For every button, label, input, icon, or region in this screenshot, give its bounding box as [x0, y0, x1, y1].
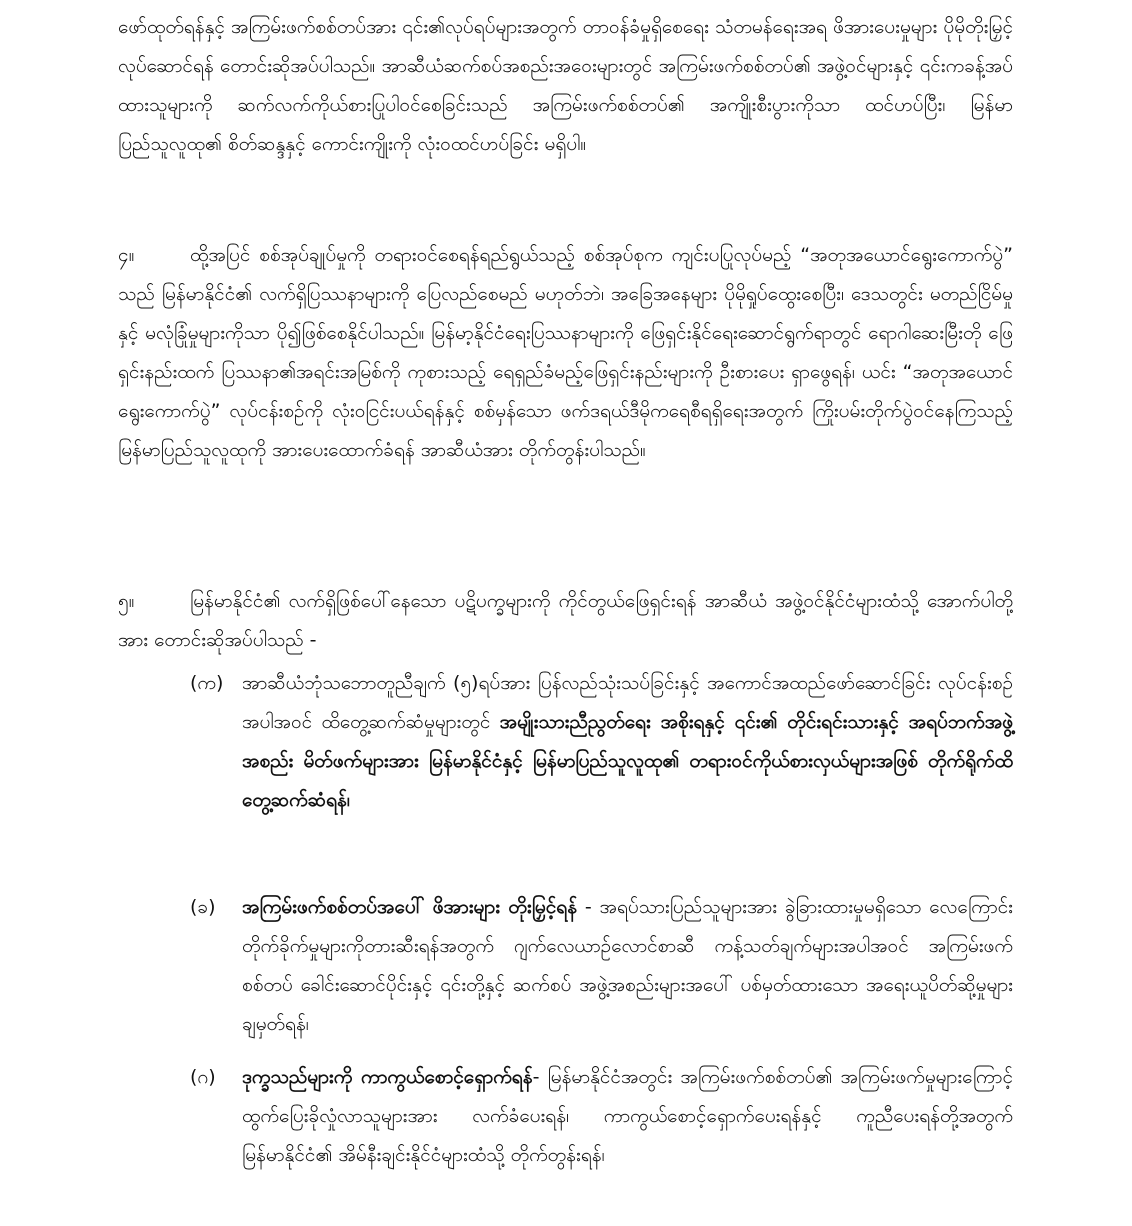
list-item-text: အာဆီယံဘုံသဘောတူညီချက် (၅)ရပ်အား ပြန်လည်သုံးသပ်ခြင်းနှင့် အကောင်အထည်ဖော်ဆောင်ခြင်း လုပ်ငန်းစဉ်အပါအဝင် ထိတွေ့ဆက်ဆံမှုများတွင် — [242, 672, 1013, 733]
list-marker: (ဂ) — [190, 1066, 216, 1088]
list-item-body — [242, 664, 1013, 820]
list-item-bold-text: အမျိုးသားညီညွတ်ရေး အစိုးရနှင့် ၎င်း၏ တိုင်းရင်းသားနှင့် အရပ်ဘက်အဖွဲ့အစည်း မိတ်ဖက်များအား မြန်မာနိုင်ငံနှင့် မြန်မာပြည်သူလူထု၏ တရားဝင်ကိုယ်စားလှယ်များအဖြစ် တိုက်ရိုက်ထိတွေ့ဆက်ဆံရန်၊ — [242, 711, 1013, 811]
list-item — [190, 888, 1013, 1044]
paragraph-5 — [118, 582, 1013, 660]
list-item-body — [242, 1058, 1013, 1175]
list-item-heading: အကြမ်းဖက်စစ်တပ်အပေါ် ဖိအားများ တိုးမြှင့်ရန် — [242, 896, 578, 918]
paragraph-4 — [118, 236, 1013, 470]
list-item-body — [242, 888, 1013, 1044]
list-item — [190, 664, 1013, 820]
list-item-text: - အရပ်သားပြည်သူများအား ခွဲခြားထားမှုမရှိသော လေကြောင်းတိုက်ခိုက်မှုများကိုတားဆီးရန်အတွက် ဂျက်လေယာဉ်လောင်စာဆီ ကန့်သတ်ချက်များအပါအဝင် အကြမ်းဖက်စစ်တပ် ခေါင်းဆောင်ပိုင်းနှင့် ၎င်းတို့နှင့် ဆက်စပ် အဖွဲ့အစည်းများအပေါ် ပစ်မှတ်ထားသော အရေးယူပိတ်ဆို့မှုများ ချမှတ်ရန်၊ — [242, 896, 1013, 1035]
list-marker: (က) — [190, 672, 224, 694]
list-item-text: - မြန်မာနိုင်ငံအတွင်း အကြမ်းဖက်စစ်တပ်၏ အကြမ်းဖက်မှုများကြောင့် ထွက်ပြေးခိုလှုံလာသူများအား လက်ခံပေးရန်၊ ကာကွယ်စောင့်ရှောက်ပေးရန်နှင့် ကူညီပေးရန်တို့အတွက် မြန်မာနိုင်ငံ၏ အိမ်နီးချင်းနိုင်ငံများထံသို့ တိုက်တွန်းရန်၊ — [242, 1066, 1013, 1166]
list-item-heading: ဒုက္ခသည်များကို ကာကွယ်စောင့်ရှောက်ရန် — [242, 1066, 533, 1088]
paragraph-text: မြန်မာနိုင်ငံ၏ လက်ရှိဖြစ်ပေါ်နေသော ပဋိပက္ခများကို ကိုင်တွယ်ဖြေရှင်းရန် အာဆီယံ အဖွဲ့ဝင်နိုင်ငံများထံသို့ အောက်ပါတို့အား တောင်းဆိုအပ်ပါသည် - — [118, 590, 1013, 651]
list-marker: (ခ) — [190, 896, 216, 918]
paragraph-number: ၄။ — [118, 244, 135, 266]
paragraph-number: ၅။ — [118, 590, 135, 612]
paragraph-text: ထို့အပြင် စစ်အုပ်ချုပ်မှုကို တရားဝင်စေရန်ရည်ရွယ်သည့် စစ်အုပ်စုက ကျင်းပပြုလုပ်မည့် “အတုအယောင်ရွေးကောက်ပွဲ” သည် မြန်မာနိုင်ငံ၏ လက်ရှိပြဿနာများကို ပြေလည်စေမည် မဟုတ်ဘဲ၊ အခြေအနေများ ပိုမိုရှုပ်ထွေးစေပြီး၊ ဒေသတွင်း မတည်ငြိမ်မှုနှင့် မလုံခြုံမှုများကိုသာ ပို၍ဖြစ်စေနိုင်ပါသည်။ မြန်မာ့နိုင်ငံရေးပြဿနာများကို ဖြေရှင်းနိုင်ရေးဆောင်ရွက်ရာတွင် ရောဂါဆေးမြီးတို ဖြေရှင်းနည်းထက် ပြဿနာ၏အရင်းအမြစ်ကို ကုစားသည့် ရေရှည်ခံမည့်ဖြေရှင်းနည်းများကို ဦးစားပေး ရှာဖွေရန်၊ ယင်း “အတုအယောင် ရွေးကောက်ပွဲ” လုပ်ငန်းစဉ်ကို လုံးဝငြင်းပယ်ရန်နှင့် စစ်မှန်သော ဖက်ဒရယ်ဒီမိုကရေစီရရှိရေးအတွက် ကြိုးပမ်းတိုက်ပွဲဝင်နေကြသည့် မြန်မာပြည်သူလူထုကို အားပေးထောက်ခံရန် အာဆီယံအား တိုက်တွန်းပါသည်။ — [118, 244, 1013, 461]
list-item — [190, 1058, 1013, 1175]
intro-paragraph: ဖော်ထုတ်ရန်နှင့် အကြမ်းဖက်စစ်တပ်အား ၎င်း၏လုပ်ရပ်များအတွက် တာဝန်ခံမှုရှိစေရေး သံတမန်ရေးအရ ဖိအားပေးမှုများ ပိုမိုတိုးမြှင့်လုပ်ဆောင်ရန် တောင်းဆိုအပ်ပါသည်။ အာဆီယံဆက်စပ်အစည်းအဝေးများတွင် အကြမ်းဖက်စစ်တပ်၏ အဖွဲ့ဝင်များနှင့် ၎င်းကခန့်အပ်ထားသူများကို ဆက်လက်ကိုယ်စားပြုပါဝင်စေခြင်းသည် အကြမ်းဖက်စစ်တပ်၏ အကျိုးစီးပွားကိုသာ ထင်ဟပ်ပြီး၊ မြန်မာပြည်သူလူထု၏ စိတ်ဆန္ဒနှင့် ကောင်းကျိုးကို လုံးဝထင်ဟပ်ခြင်း မရှိပါ။ — [118, 16, 1013, 155]
